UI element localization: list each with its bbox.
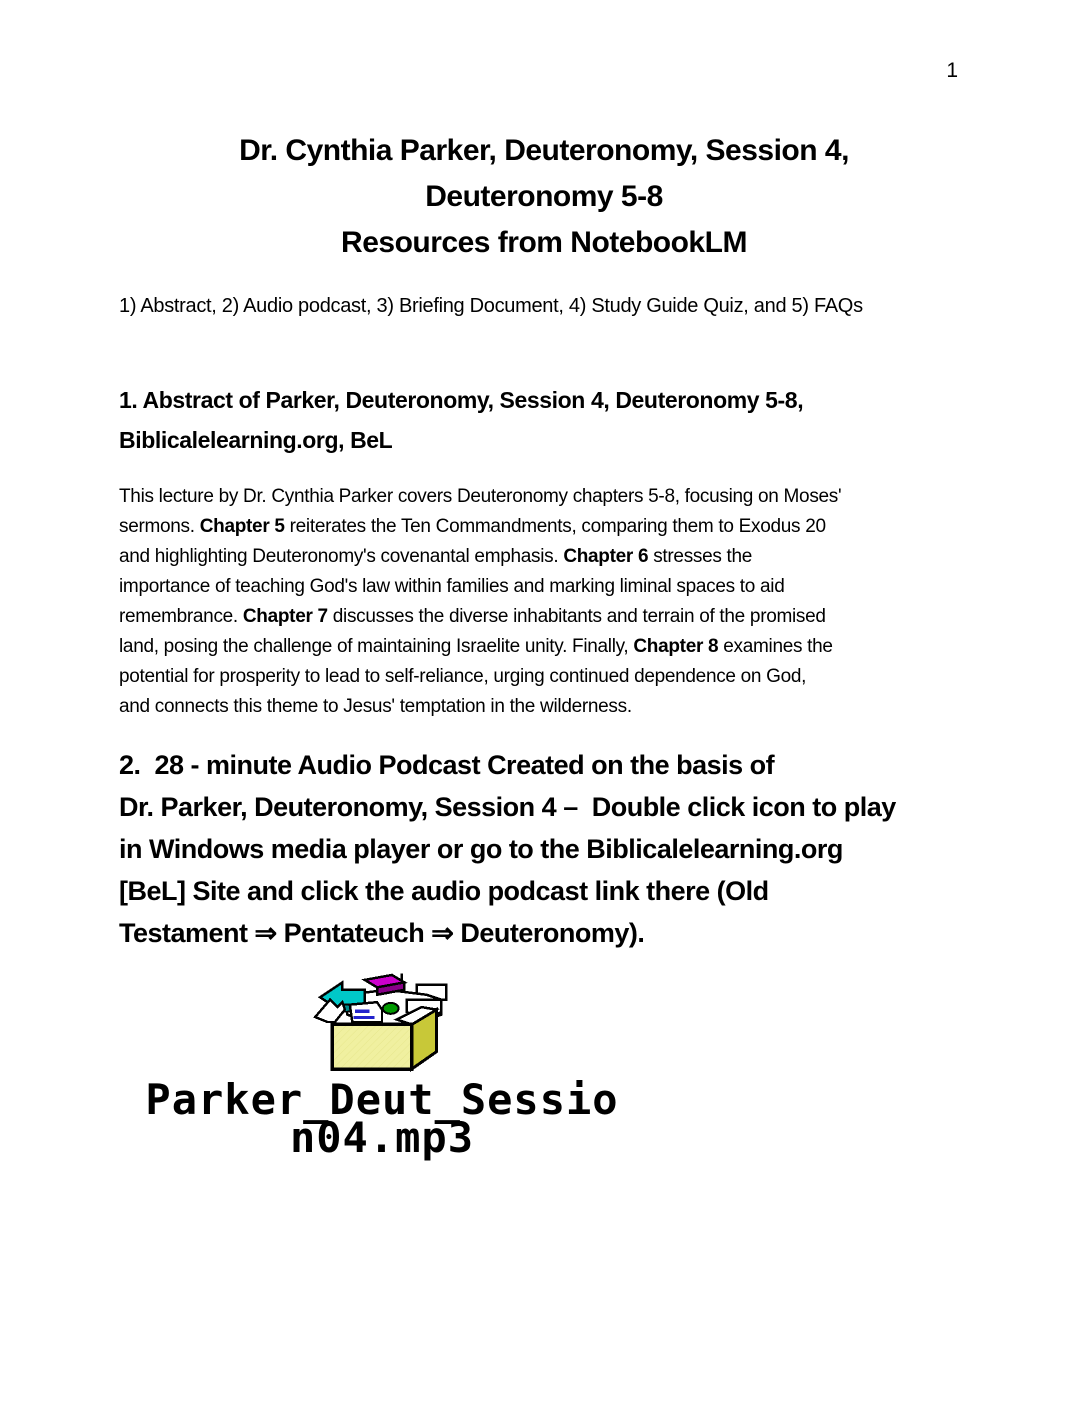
abstract-paragraph: This lecture by Dr. Cynthia Parker covers Deuteronomy chapters 5-8, focusing on Moses' sermons. Chapter 5 reiterates the Ten Commandments, comparing them to Exodus 20 and highlighting Deuteronomy's covenantal emphasis. Chapter 6 stresses the importance of teaching God's law within families and marking liminal spaces to aid remembrance. Chapter 7 discusses the diverse inhabitants and terrain of the promised land, posing the challenge of maintaining Israelite unity. Finally, Chapter 8 examines the potential for prosperity to lead to self-reliance, urging continued dependence on God, and connects this theme to Jesus' temptation in the wilderness. bbox=[119, 486, 842, 717]
page-number: 1 bbox=[946, 59, 958, 82]
blue-text-line bbox=[355, 1010, 370, 1013]
blue-text-line bbox=[354, 1016, 375, 1019]
audio-filename-caption: Parker_Deut_Sessio n04.mp3 bbox=[145, 1075, 619, 1162]
audio-podcast-object[interactable] bbox=[120, 970, 644, 1162]
white-arrow bbox=[315, 1000, 345, 1022]
section-2-heading: 2. 28 - minute Audio Podcast Created on the basis of Dr. Parker, Deuteronomy, Session 4 – Double click icon to play in Windows media player or go to the Biblicalelearning.org [BeL] Site and click the audio podcast link there (Old Testament ⇒ Pentateuch ⇒ Deuteronomy). bbox=[119, 750, 896, 948]
section-1-heading: 1. Abstract of Parker, Deuteronomy, Session 4, Deuteronomy 5-8, Biblicalelearning.org, BeL bbox=[119, 387, 804, 453]
green-note bbox=[383, 1003, 399, 1014]
media-package-icon[interactable] bbox=[312, 970, 452, 1074]
box-front bbox=[332, 1024, 411, 1069]
document-title: Dr. Cynthia Parker, Deuteronomy, Session 4, Deuteronomy 5-8 Resources from NotebookLM bbox=[239, 134, 849, 259]
resource-list-line: 1) Abstract, 2) Audio podcast, 3) Briefing Document, 4) Study Guide Quiz, and 5) FAQs bbox=[119, 295, 863, 317]
